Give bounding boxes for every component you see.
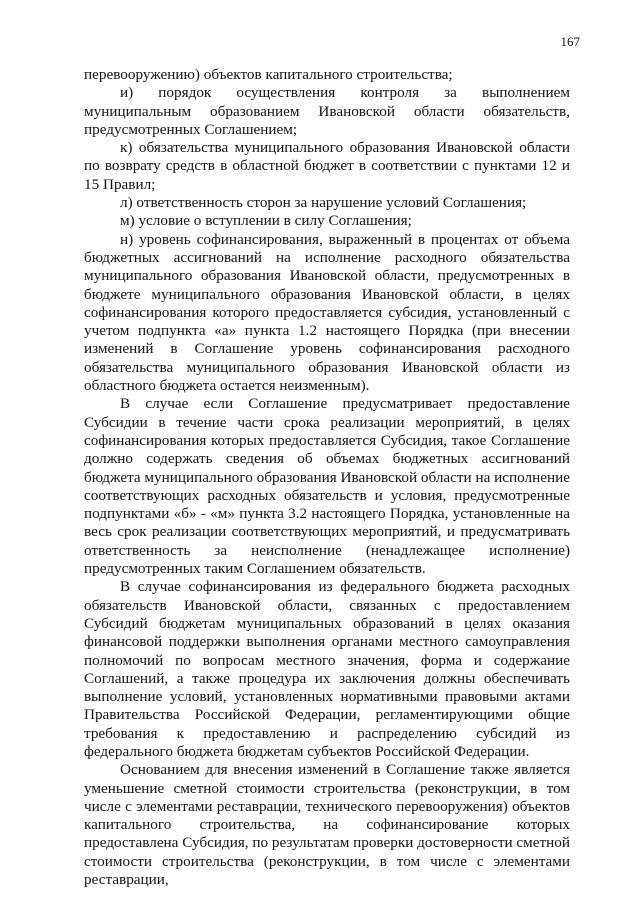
paragraph-item-i: и) порядок осуществления контроля за выполнением муниципальным образованием Ивановской области обязательств, предусмотренных Соглашением; xyxy=(84,84,570,138)
paragraph-amendment-basis: Основанием для внесения изменений в Соглашение также является уменьшение сметной стоимости строительства (реконструкции, в том числе с элементами реставрации, технического перевооружения) объектов капитального строительства, на софинансирование которых предоставлена Субсидия, по результатам проверки достоверности сметной стоимости строительства (реконструкции, в том числе с элементами реставрации, xyxy=(84,761,571,889)
paragraph-federal-cofinancing: В случае софинансирования из федерального бюджета расходных обязательств Ивановской области, связанных с предоставлением Субсидий бюджетам муниципальных образований в целях оказания финансовой поддержки выполнения органами местного самоуправления полномочий по вопросам местного значения, форма и содержание Соглашений, а также процедура их заключения должны обеспечивать выполнение условий, установленных нормативными правовыми актами Правительства Российской Федерации, регламентирующими общие требования к предоставлению и распределению субсидий из федерального бюджета бюджетам субъектов Российской Федерации. xyxy=(84,578,570,760)
paragraph-partial-term: В случае если Соглашение предусматривает предоставление Субсидии в течение части срока реализации мероприятий, в целях софинансирования которых предоставляется Субсидия, такое Соглашение должно содержать сведения об объемах бюджетных ассигнований бюджета муниципального образования Ивановской области на исполнение соответствующих расходных обязательств и условия, предусмотренные подпунктами «б» - «м» пункта 3.2 настоящего Порядка, установленные на весь срок реализации соответствующих мероприятий, и предусматривать ответственность за неисполнение (ненадлежащее исполнение) предусмотренных таким Соглашением обязательств. xyxy=(84,395,570,578)
paragraph-item-l: л) ответственность сторон за нарушение условий Соглашения; xyxy=(120,194,527,212)
paragraph-item-n: н) уровень софинансирования, выраженный в процентах от объема бюджетных ассигнований на исполнение расходного обязательства муниципального образования Ивановской области, предусмотренных в бюджете муниципального образования Ивановской области, в целях софинансирования которого предоставляется субсидия, установленный с учетом подпункта «а» пункта 1.2 настоящего Порядка (при внесении изменений в Соглашение уровень софинансирования расходного обязательства муниципального образования Ивановской области из областного бюджета остается неизменным). xyxy=(84,230,570,395)
paragraph-item-k: к) обязательства муниципального образования Ивановской области по возврату средств в областной бюджет в соответствии с пунктами 12 и 15 Правил; xyxy=(84,139,570,193)
document-body xyxy=(84,66,570,889)
paragraph-continuation: перевооружению) объектов капитального строительства; xyxy=(84,66,453,83)
page-number: 167 xyxy=(560,34,580,49)
paragraph-item-m: м) условие о вступлении в силу Соглашения; xyxy=(120,212,412,230)
